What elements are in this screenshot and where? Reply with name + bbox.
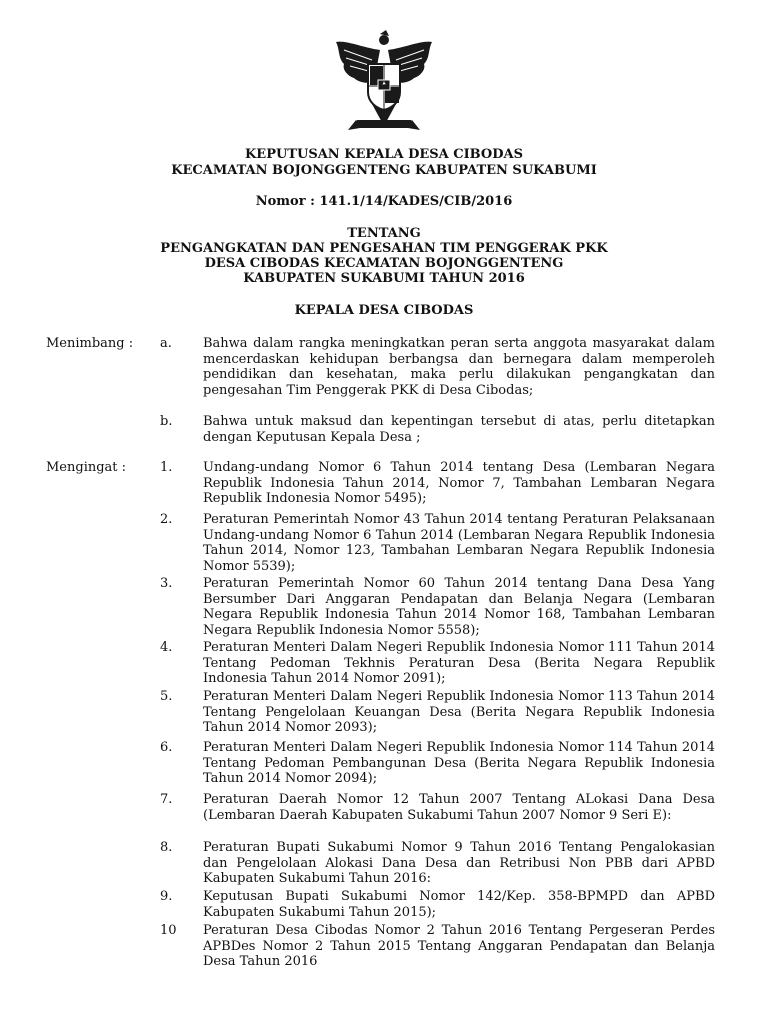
title-line-2: KECAMATAN BOJONGGENTENG KABUPATEN SUKABUMI <box>171 163 597 178</box>
authority-heading: KEPALA DESA CIBODAS <box>294 303 474 318</box>
title-line-1: KEPUTUSAN KEPALA DESA CIBODAS <box>244 147 523 162</box>
mengingat-item-text: Keputusan Bupati Sukabumi Nomor 142/Kep. 358-BPMPD dan APBD Kabupaten Sukabumi Tahun 2015); <box>203 889 715 920</box>
mengingat-item-text: Peraturan Menteri Dalam Negeri Republik Indonesia Nomor 113 Tahun 2014 Tentang Pengelolaan Keuangan Desa (Berita Negara Republik Indonesia Tahun 2014 Nomor 2093); <box>203 689 715 736</box>
mengingat-label: Mengingat : <box>46 460 127 475</box>
mengingat-item-text: Peraturan Pemerintah Nomor 60 Tahun 2014 tentang Dana Desa Yang Bersumber Dari Anggaran Pendapatan dan Belanja Negara (Lembaran Negara Republik Indonesia Tahun 2014 Nomor 168, Tambahan Lembaran Negara Republik Indonesia Nomor 5558); <box>203 576 715 638</box>
mengingat-item-number: 4. <box>160 640 173 655</box>
mengingat-item-number: 5. <box>160 689 173 704</box>
mengingat-item-number: 8. <box>160 840 173 855</box>
menimbang-item-text: Bahwa dalam rangka meningkatkan peran serta anggota masyarakat dalam mencerdaskan kehidupan berbangsa dan bernegara dalam memperoleh pendidikan dan kesehatan, maka perlu dilakukan pengangkatan dan pengesahan Tim Penggerak PKK di Desa Cibodas; <box>203 336 715 398</box>
subject-line-2: DESA CIBODAS KECAMATAN BOJONGGENTENG <box>204 256 564 271</box>
mengingat-item-text: Peraturan Daerah Nomor 12 Tahun 2007 Tentang ALokasi Dana Desa (Lembaran Daerah Kabupaten Sukabumi Tahun 2007 Nomor 9 Seri E): <box>203 792 715 823</box>
mengingat-item-text: Peraturan Pemerintah Nomor 43 Tahun 2014 tentang Peraturan Pelaksanaan Undang-undang Nomor 6 Tahun 2014 (Lembaran Negara Republik Indonesia Tahun 2014, Nomor 123, Tambahan Lembaran Negara Republik Indonesia Nomor 5539); <box>203 512 715 574</box>
tentang-heading: TENTANG <box>347 226 421 241</box>
menimbang-item-text: Bahwa untuk maksud dan kepentingan tersebut di atas, perlu ditetapkan dengan Keputusan Kepala Desa ; <box>203 414 715 445</box>
mengingat-item-text: Peraturan Desa Cibodas Nomor 2 Tahun 2016 Tentang Pergeseran Perdes APBDes Nomor 2 Tahun 2015 Tentang Anggaran Pendapatan dan Belanja Desa Tahun 2016 <box>203 923 715 970</box>
mengingat-item-number: 7. <box>160 792 173 807</box>
mengingat-item-text: Peraturan Menteri Dalam Negeri Republik Indonesia Nomor 114 Tahun 2014 Tentang Pedoman Pembangunan Desa (Berita Negara Republik Indonesia Tahun 2014 Nomor 2094); <box>203 740 715 787</box>
menimbang-item-number: b. <box>160 414 173 429</box>
mengingat-item-number: 9. <box>160 889 173 904</box>
mengingat-item-text: Peraturan Menteri Dalam Negeri Republik Indonesia Nomor 111 Tahun 2014 Tentang Pedoman Tekhnis Peraturan Desa (Berita Negara Republik Indonesia Tahun 2014 Nomor 2091); <box>203 640 715 687</box>
subject-line-1: PENGANGKATAN DAN PENGESAHAN TIM PENGGERAK PKK <box>160 241 608 256</box>
mengingat-item-number: 2. <box>160 512 173 527</box>
decree-number: Nomor : 141.1/14/KADES/CIB/2016 <box>255 194 513 209</box>
mengingat-item-number: 10 <box>160 923 177 938</box>
mengingat-item-text: Peraturan Bupati Sukabumi Nomor 9 Tahun 2016 Tentang Pengalokasian dan Pengelolaan Alokasi Dana Desa dan Retribusi Non PBB dari APBD Kabupaten Sukabumi Tahun 2016: <box>203 840 715 887</box>
garuda-emblem-icon <box>334 30 434 138</box>
menimbang-item-number: a. <box>160 336 172 351</box>
subject-line-3: KABUPATEN SUKABUMI TAHUN 2016 <box>243 271 525 286</box>
mengingat-item-number: 1. <box>160 460 173 475</box>
mengingat-item-number: 6. <box>160 740 173 755</box>
menimbang-label: Menimbang : <box>46 336 134 351</box>
mengingat-item-number: 3. <box>160 576 173 591</box>
mengingat-item-text: Undang-undang Nomor 6 Tahun 2014 tentang Desa (Lembaran Negara Republik Indonesia Tahun 2014, Nomor 7, Tambahan Lembaran Negara Republik Indonesia Nomor 5495); <box>203 460 715 507</box>
